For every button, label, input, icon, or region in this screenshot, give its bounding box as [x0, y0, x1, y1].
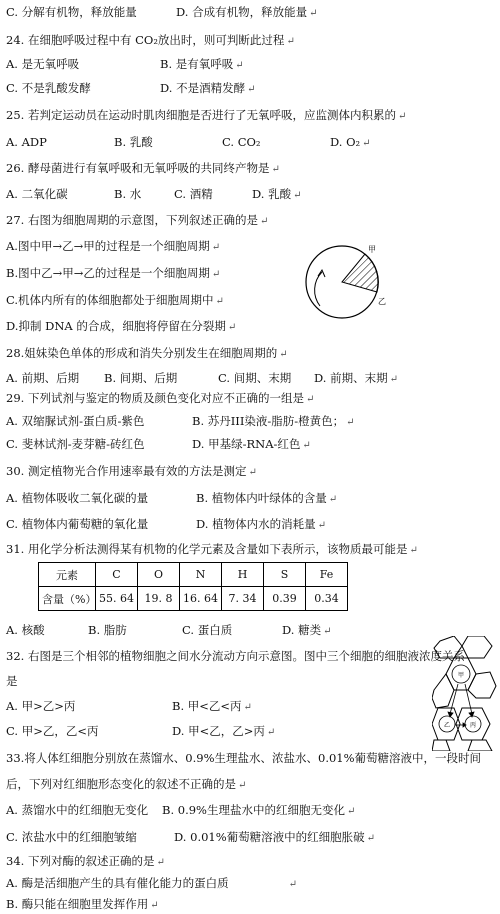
table-cell: C	[96, 563, 138, 587]
q24-option-b: B. 是有氧呼吸 ↵	[160, 57, 244, 71]
q32-option-d: D. 甲<乙，乙>丙 ↵	[172, 724, 276, 738]
table-cell: 19. 8	[138, 587, 180, 611]
q29-option-b: B. 苏丹III染液-脂肪-橙黄色； ↵	[192, 414, 355, 428]
q32-option-b: B. 甲<乙<丙 ↵	[172, 699, 252, 713]
q26-option-d: D. 乳酸 ↵	[252, 187, 302, 201]
table-row	[39, 587, 348, 611]
question-31: 31. 用化学分析法测得某有机物的化学元素及含量如下表所示，该物质最可能是 ↵	[6, 542, 418, 556]
question-28: 28.姐妹染色单体的形成和消失分别发生在细胞周期的 ↵	[6, 346, 288, 360]
table-cell: Fe	[306, 563, 348, 587]
q30-option-a: A. 植物体吸收二氧化碳的量	[6, 491, 149, 505]
option-c-line-1: C. 分解有机物，释放能量	[6, 5, 137, 19]
q27-option-d: D.抑制 DNA 的合成，细胞将停留在分裂期 ↵	[6, 319, 237, 333]
label-yi: 乙	[378, 297, 386, 306]
q25-option-c: C. CO₂	[222, 135, 261, 149]
q31-option-c: C. 蛋白质	[182, 623, 233, 637]
table-cell: 0.34	[306, 587, 348, 611]
q34-option-a: A. 酶是活细胞产生的具有催化能力的蛋白质 ↵	[6, 876, 298, 890]
q25-option-a: A. ADP	[6, 135, 47, 149]
label-jia: 甲	[368, 245, 376, 254]
table-cell: 含量（%）	[39, 587, 96, 611]
table-cell: O	[138, 563, 180, 587]
q33-option-c: C. 浓盐水中的红细胞皱缩	[6, 830, 137, 844]
cell-label-yi: 乙	[444, 722, 451, 729]
element-content-table	[38, 562, 348, 611]
question-26: 26. 酵母菌进行有氧呼吸和无氧呼吸的共同终产物是 ↵	[6, 161, 280, 175]
q26-option-b: B. 水	[114, 187, 142, 201]
q31-option-b: B. 脂肪	[88, 623, 127, 637]
q25-option-d: D. O₂ ↵	[330, 135, 371, 149]
question-33: 33.将人体红细胞分别放在蒸馏水、0.9%生理盐水、浓盐水、0.01%葡萄糖溶液中，一段时间	[6, 751, 482, 765]
question-34: 34. 下列对酶的叙述正确的是 ↵	[6, 854, 165, 868]
q25-option-b: B. 乳酸	[114, 135, 153, 149]
q28-option-a: A. 前期、后期	[6, 371, 80, 385]
table-cell: 7. 34	[222, 587, 264, 611]
table-cell: S	[264, 563, 306, 587]
q28-option-c: C. 间期、末期	[218, 371, 292, 385]
q28-option-b: B. 间期、后期	[104, 371, 178, 385]
question-32: 32. 右图是三个相邻的植物细胞之间水分流动方向示意图。图中三个细胞的细胞液浓度关系	[6, 649, 465, 663]
question-30: 30. 测定植物光合作用速率最有效的方法是测定 ↵	[6, 464, 257, 478]
q29-option-a: A. 双缩脲试剂-蛋白质-紫色	[6, 414, 145, 428]
q33-option-d: D. 0.01%葡萄糖溶液中的红细胞胀破 ↵	[174, 830, 376, 844]
q33-option-a: A. 蒸馏水中的红细胞无变化	[6, 803, 149, 817]
q27-option-b: B.图中乙→甲→乙的过程是一个细胞周期 ↵	[6, 266, 221, 280]
q26-option-a: A. 二氧化碳	[6, 187, 68, 201]
q32-option-c: C. 甲>乙，乙<丙	[6, 724, 99, 738]
cell-label-bing: 丙	[470, 722, 477, 729]
q33-option-b: B. 0.9%生理盐水中的红细胞无变化 ↵	[162, 803, 356, 817]
q24-option-a: A. 是无氧呼吸	[6, 57, 80, 71]
question-33-cont: 后，下列对红细胞形态变化的叙述不正确的是 ↵	[6, 777, 247, 791]
q26-option-c: C. 酒精	[174, 187, 213, 201]
q28-option-d: D. 前期、末期 ↵	[314, 371, 399, 385]
q30-option-c: C. 植物体内葡萄糖的氧化量	[6, 517, 149, 531]
table-cell: 55. 64	[96, 587, 138, 611]
q29-option-d: D. 甲基绿-RNA-红色 ↵	[192, 437, 311, 451]
table-cell: 元素	[39, 563, 96, 587]
table-cell: 16. 64	[180, 587, 222, 611]
q30-option-b: B. 植物体内叶绿体的含量 ↵	[196, 491, 338, 505]
cell-cycle-diagram	[302, 232, 392, 332]
q31-option-a: A. 核酸	[6, 623, 45, 637]
plant-cells-diagram	[432, 636, 498, 751]
table-row	[39, 563, 348, 587]
table-cell: 0.39	[264, 587, 306, 611]
q30-option-d: D. 植物体内水的消耗量 ↵	[196, 517, 327, 531]
question-32-cont: 是	[6, 674, 18, 688]
q29-option-c: C. 斐林试剂-麦芽糖-砖红色	[6, 437, 145, 451]
q27-option-a: A.图中甲→乙→甲的过程是一个细胞周期 ↵	[6, 239, 221, 253]
q27-option-c: C.机体内所有的体细胞都处于细胞周期中 ↵	[6, 293, 224, 307]
q34-option-b: B. 酶只能在细胞里发挥作用 ↵	[6, 897, 159, 911]
q31-option-d: D. 糖类 ↵	[282, 623, 332, 637]
cell-label-jia: 甲	[458, 672, 465, 679]
q24-option-d: D. 不是酒精发酵 ↵	[160, 81, 256, 95]
table-cell: N	[180, 563, 222, 587]
question-29: 29. 下列试剂与鉴定的物质及颜色变化对应不正确的一组是 ↵	[6, 391, 315, 405]
question-24: 24. 在细胞呼吸过程中有 CO₂放出时，则可判断此过程 ↵	[6, 33, 295, 47]
option-d-line-1: D. 合成有机物，释放能量 ↵	[176, 5, 318, 19]
q24-option-c: C. 不是乳酸发酵	[6, 81, 91, 95]
q32-option-a: A. 甲>乙>丙	[6, 699, 76, 713]
question-27: 27. 右图为细胞周期的示意图，下列叙述正确的是 ↵	[6, 213, 269, 227]
table-cell: H	[222, 563, 264, 587]
question-25: 25. 若判定运动员在运动时肌肉细胞是否进行了无氧呼吸，应监测体内积累的 ↵	[6, 108, 407, 122]
